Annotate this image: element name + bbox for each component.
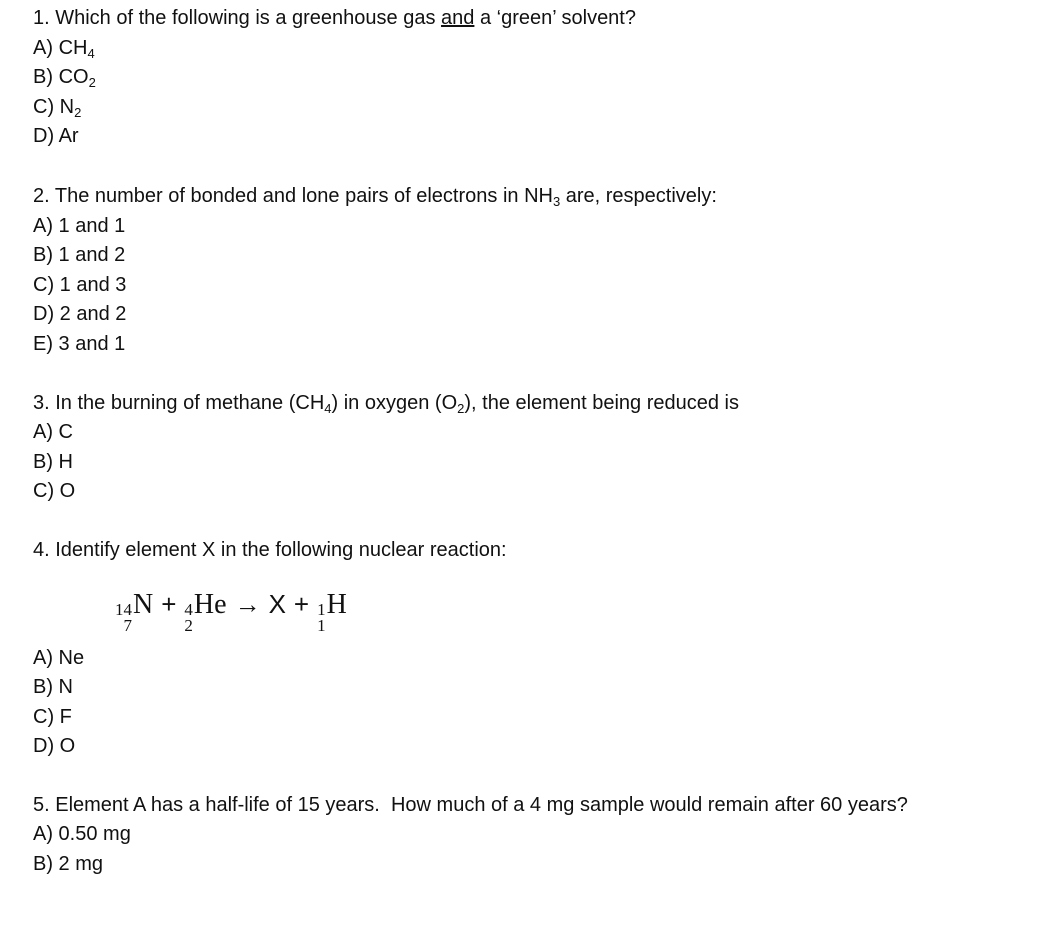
mass-number: 14	[115, 599, 132, 619]
option-formula: CH	[58, 36, 88, 59]
question-1-option-c	[33, 93, 1033, 123]
question-2-prompt-subscript: 3	[552, 193, 561, 209]
hydrogen-nuclide	[317, 585, 347, 635]
question-5-option-a: A) 0.50 mg	[33, 823, 131, 846]
question-2-option-e: E) 3 and 1	[33, 332, 126, 355]
question-2-option-b: B) 1 and 2	[33, 244, 126, 267]
question-4-prompt: 4. Identify element X in the following nuclear reaction:	[33, 538, 507, 561]
question-5-option-b: B) 2 mg	[33, 853, 104, 876]
element-symbol: N	[133, 588, 154, 620]
question-2-prompt	[33, 182, 1033, 212]
question-2-prompt-prefix: 2. The number of bonded and lone pairs of electrons in NH	[33, 184, 553, 207]
quiz-document	[33, 4, 1033, 880]
question-3	[33, 389, 1033, 507]
question-4	[33, 536, 1033, 762]
question-3-option-a: A) C	[33, 421, 73, 444]
nitrogen-nuclide	[115, 585, 154, 635]
atomic-number: 7	[123, 615, 132, 635]
nuclide-scripts	[184, 599, 193, 635]
plus-sign: +	[293, 588, 310, 619]
question-4-options	[33, 644, 1033, 762]
reaction-arrow: →	[234, 588, 261, 619]
unknown-element-x: X	[268, 588, 286, 619]
question-1	[33, 4, 1033, 152]
question-1-option-b	[33, 63, 1033, 93]
question-1-prompt-suffix: a ‘green’ solvent?	[474, 7, 636, 29]
option-subscript: 2	[88, 75, 96, 91]
question-2-option-d: D) 2 and 2	[33, 303, 127, 326]
question-3-prompt-part: ), the element being reduced is	[464, 391, 739, 414]
question-1-prompt	[33, 4, 1033, 34]
question-2	[33, 182, 1033, 360]
element-symbol: H	[326, 588, 347, 620]
element-symbol: He	[193, 588, 227, 620]
option-formula: N	[59, 95, 75, 118]
question-3-prompt-part: 3. In the burning of methane (CH	[33, 391, 325, 414]
question-4-option-b: B) N	[33, 676, 73, 699]
mass-number: 1	[317, 599, 326, 619]
nuclide-scripts	[115, 599, 132, 635]
question-1-prompt-prefix: 1. Which of the following is a greenhouse gas	[33, 7, 442, 29]
question-3-option-c: C) O	[33, 480, 76, 503]
question-5-prompt: 5. Element A has a half-life of 15 years. How much of a 4 mg sample would remain after 60 years?	[33, 793, 908, 816]
question-3-prompt-subscript: 4	[324, 400, 332, 416]
question-2-option-c: C) 1 and 3	[33, 273, 127, 296]
plus-sign: +	[161, 588, 177, 619]
helium-nuclide	[184, 585, 227, 635]
question-3-prompt-part: ) in oxygen (O	[331, 391, 458, 414]
option-formula: Ar	[58, 125, 79, 148]
question-3-prompt-subscript: 2	[457, 400, 465, 416]
atomic-number: 2	[184, 615, 193, 635]
question-1-option-a	[33, 34, 1033, 64]
nuclear-equation	[115, 584, 1033, 635]
question-1-prompt-emphasis: and	[441, 7, 475, 29]
question-3-prompt	[33, 389, 1033, 419]
option-letter: D)	[33, 125, 59, 148]
question-2-prompt-suffix: are, respectively:	[560, 184, 717, 207]
atomic-number: 1	[317, 615, 326, 635]
question-5	[33, 791, 1033, 880]
question-4-option-d: D) O	[33, 735, 76, 758]
question-1-option-d	[33, 122, 1033, 152]
question-2-option-a: A) 1 and 1	[33, 214, 126, 237]
option-subscript: 4	[87, 45, 95, 61]
option-letter: B)	[33, 66, 59, 89]
nuclide-scripts	[317, 599, 326, 635]
option-formula: CO	[58, 66, 89, 89]
mass-number: 4	[184, 599, 193, 619]
option-letter: C)	[33, 95, 60, 118]
question-3-option-b: B) H	[33, 450, 73, 473]
question-4-option-c: C) F	[33, 705, 72, 728]
question-4-option-a: A) Ne	[33, 646, 85, 669]
option-subscript: 2	[74, 104, 82, 120]
option-letter: A)	[33, 36, 59, 59]
